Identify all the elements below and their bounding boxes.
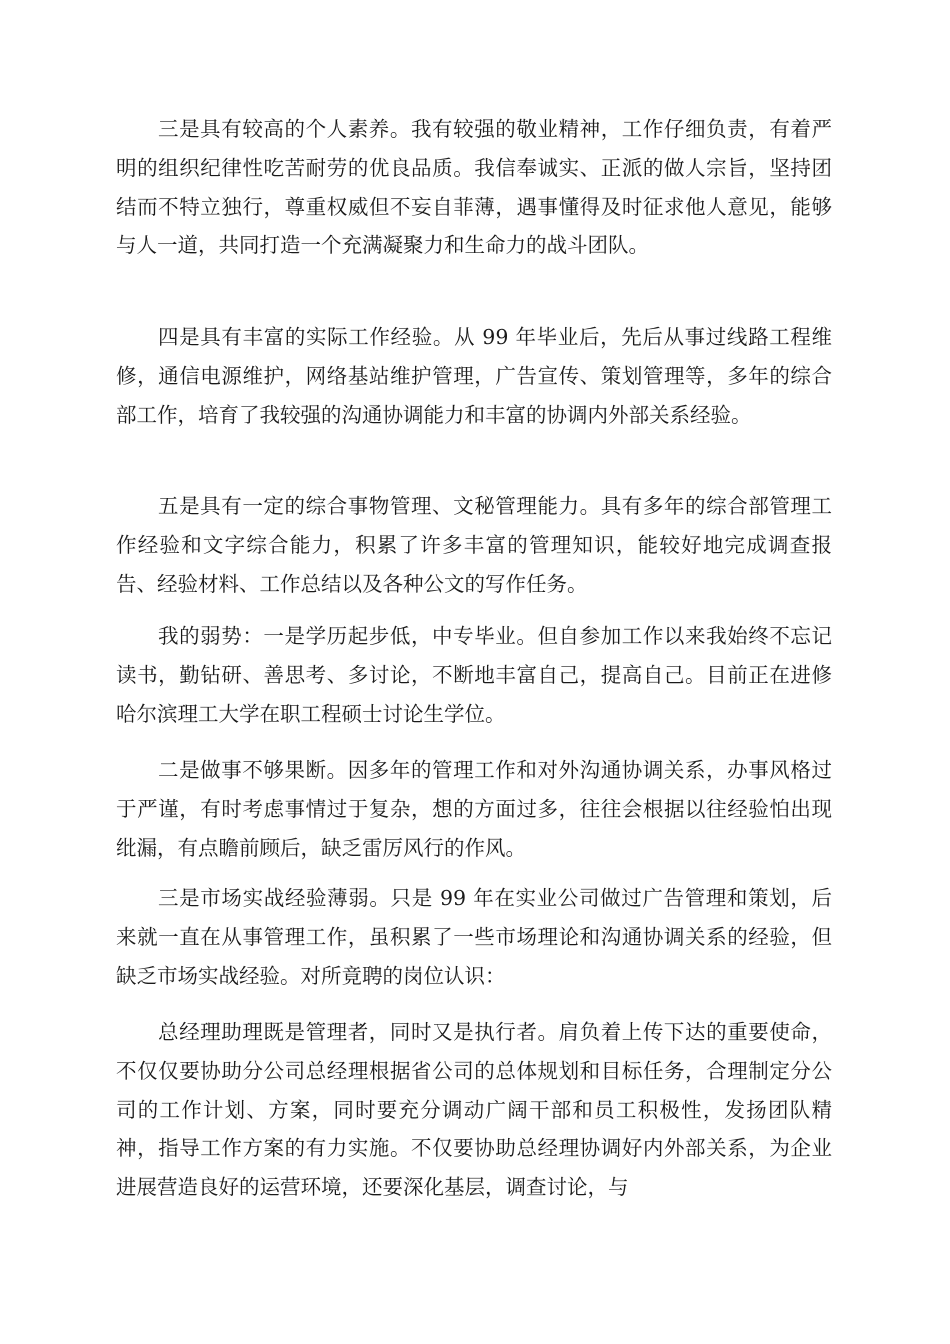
paragraph-weakness-education: 我的弱势：一是学历起步低，中专毕业。但自参加工作以来我始终不忘记读书，勤钻研、善思考、多讨论，不断地丰富自己，提高自己。目前正在进修哈尔滨理工大学在职工程硕士讨论生学位。	[116, 624, 832, 726]
paragraph-role-understanding: 总经理助理既是管理者，同时又是执行者。肩负着上传下达的重要使命，不仅仅要协助分公司总经理根据省公司的总体规划和目标任务，合理制定分公司的工作计划、方案，同时要充分调动广阔干部和员工积极性，发扬团队精神，指导工作方案的有力实施。不仅要协助总经理协调好内外部关系，为企业进展营造良好的运营环境，还要深化基层，调查讨论，与	[116, 1020, 832, 1200]
paragraph-management-ability: 五是具有一定的综合事物管理、文秘管理能力。具有多年的综合部管理工作经验和文字综合能力，积累了许多丰富的管理知识，能较好地完成调查报告、经验材料、工作总结以及各种公文的写作任务。	[116, 494, 832, 596]
paragraph-weakness-decisiveness: 二是做事不够果断。因多年的管理工作和对外沟通协调关系，办事风格过于严谨，有时考虑事情过于复杂，想的方面过多，往往会根据以往经验怕出现纰漏，有点瞻前顾后，缺乏雷厉风行的作风。	[116, 758, 832, 860]
paragraph-personal-quality: 三是具有较高的个人素养。我有较强的敬业精神，工作仔细负责，有着严明的组织纪律性吃苦耐劳的优良品质。我信奉诚实、正派的做人宗旨，坚持团结而不特立独行，尊重权威但不妄自菲薄，遇事懂得及时征求他人意见，能够与人一道，共同打造一个充满凝聚力和生命力的战斗团队。	[116, 117, 832, 258]
paragraph-weakness-market-experience: 三是市场实战经验薄弱。只是 99 年在实业公司做过广告管理和策划，后来就一直在从事管理工作，虽积累了一些市场理论和沟通协调关系的经验，但缺乏市场实战经验。对所竟聘的岗位认识：	[116, 886, 832, 988]
paragraph-work-experience: 四是具有丰富的实际工作经验。从 99 年毕业后，先后从事过线路工程维修，通信电源维护，网络基站维护管理，广告宣传、策划管理等，多年的综合部工作，培育了我较强的沟通协调能力和丰富的协调内外部关系经验。	[116, 325, 832, 427]
